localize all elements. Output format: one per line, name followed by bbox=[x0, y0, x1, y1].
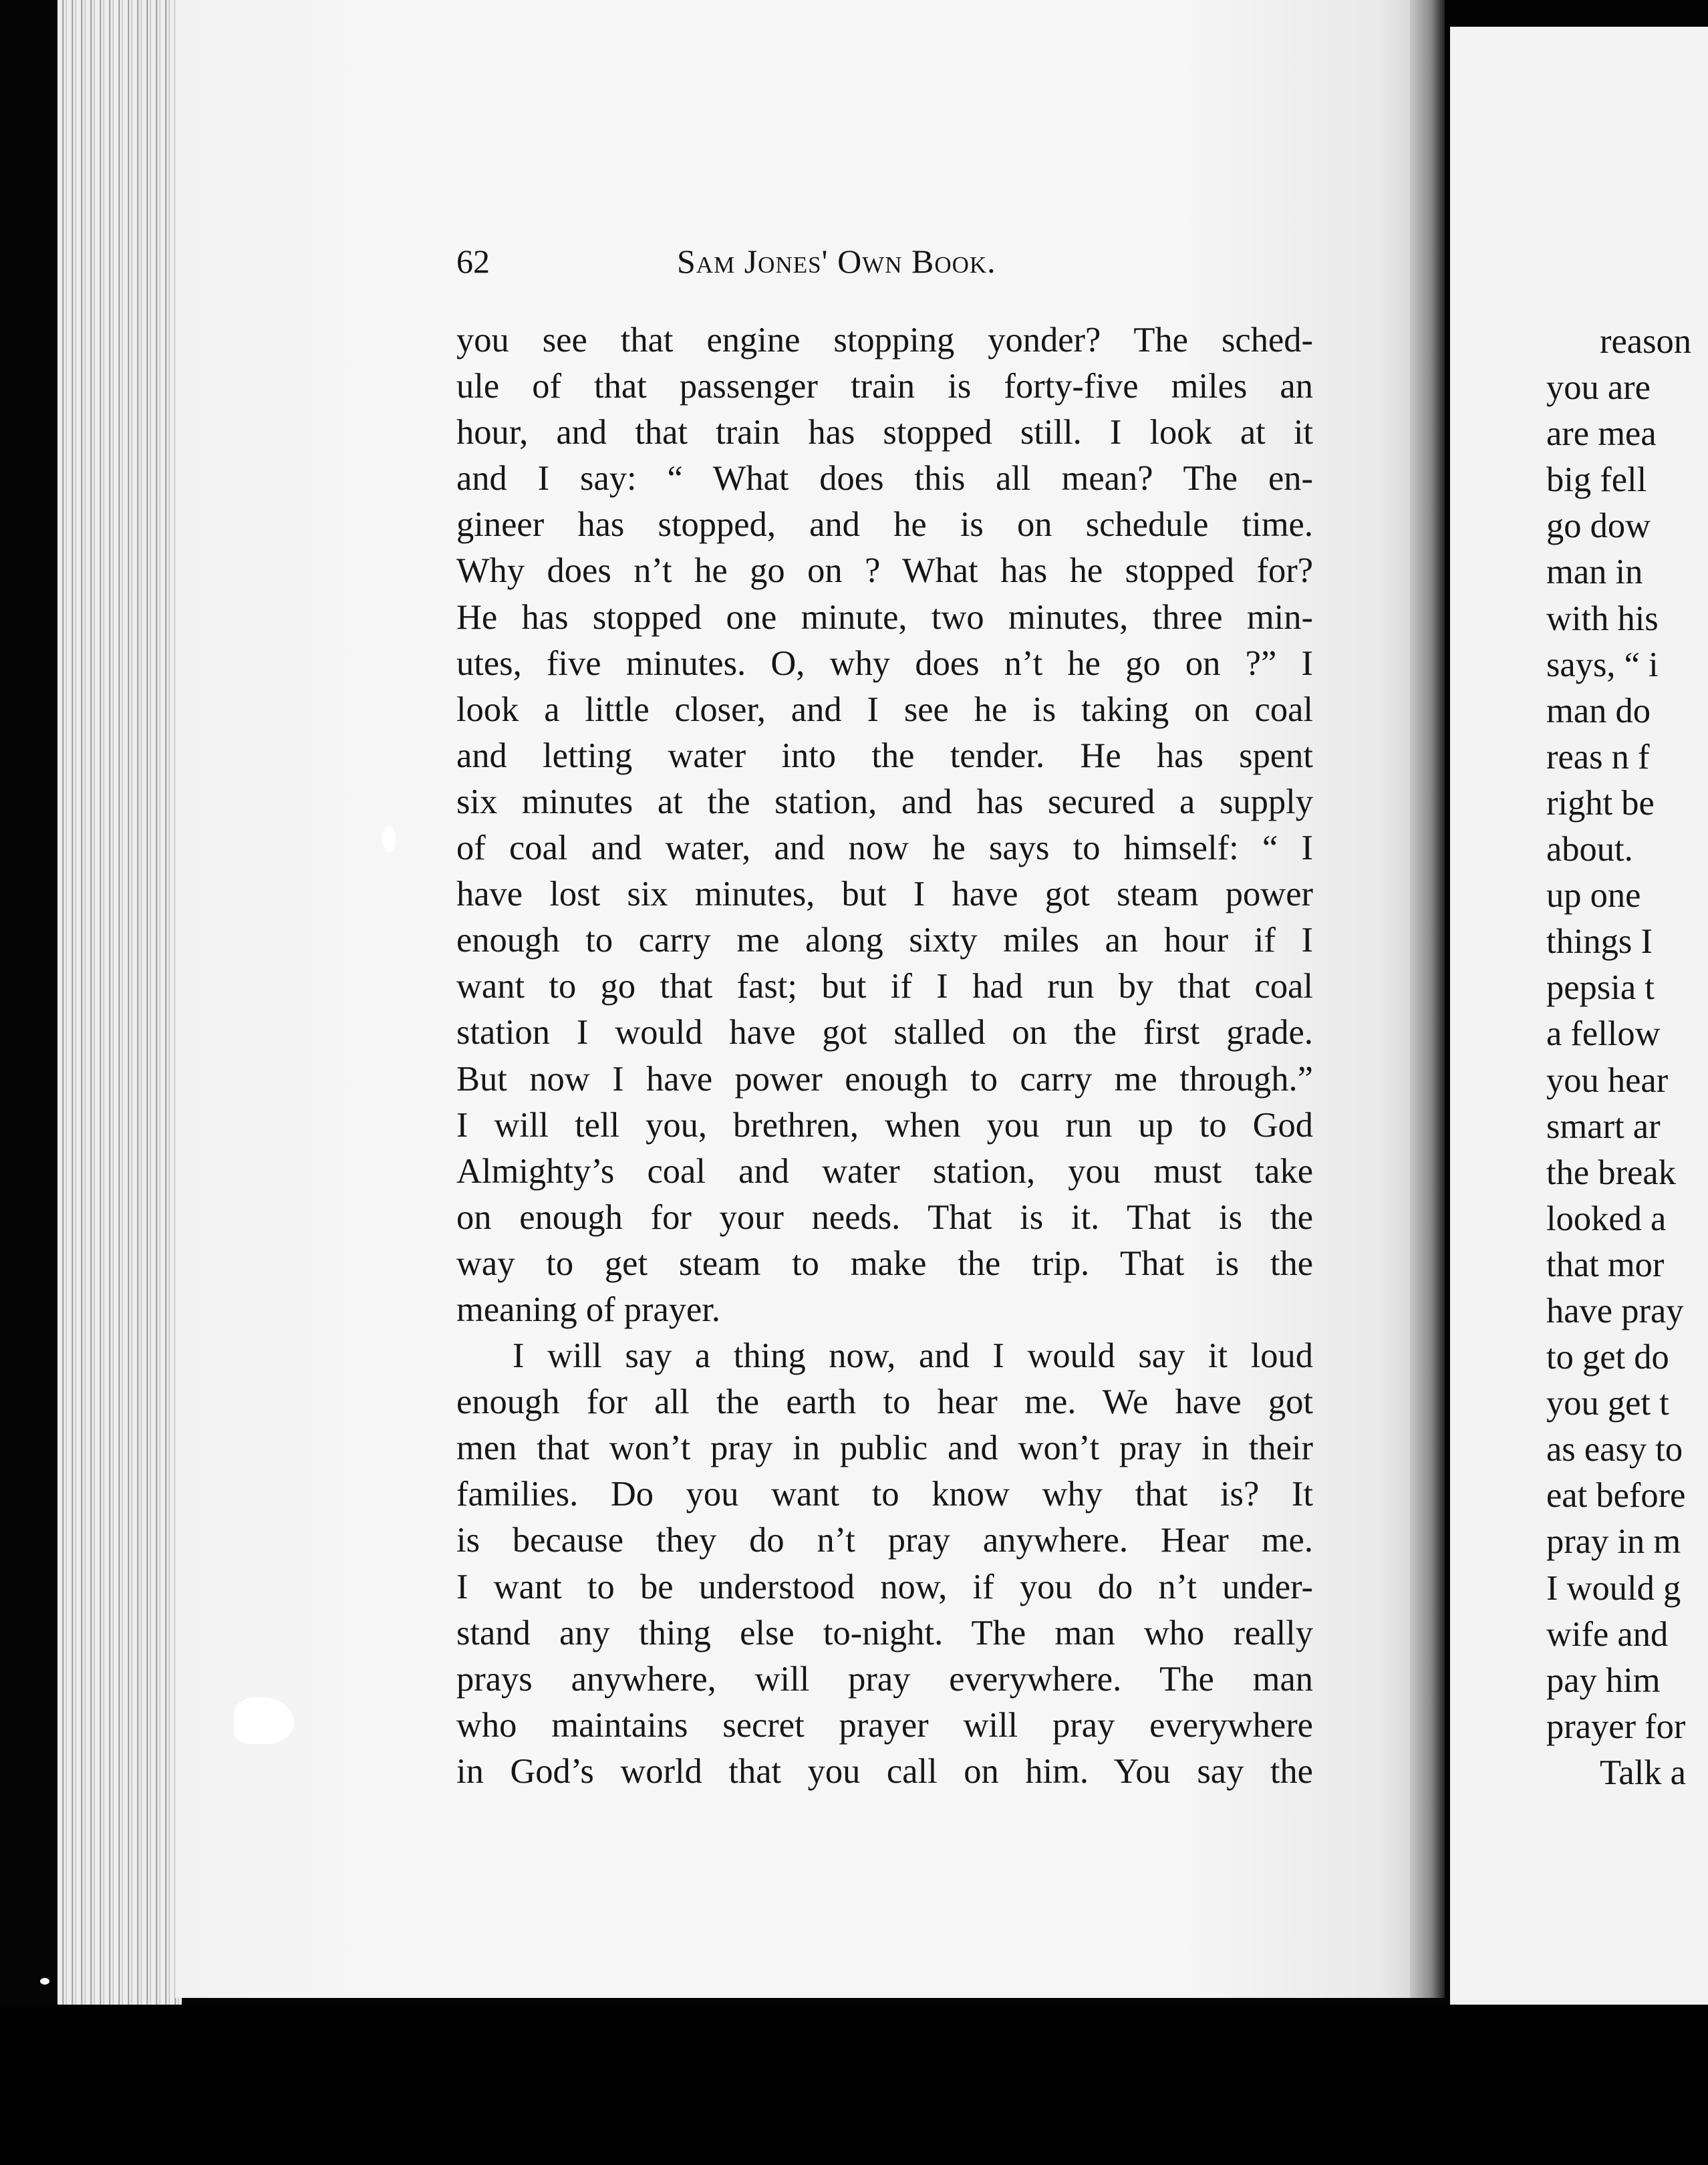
text-line: But now I have power enough to carry me through.” bbox=[456, 1059, 1313, 1099]
text-line: Almighty’s coal and water station, you must take bbox=[456, 1151, 1313, 1191]
text-line: up one bbox=[1546, 876, 1641, 915]
text-line: have pray bbox=[1546, 1291, 1684, 1330]
scan-speck bbox=[382, 825, 396, 852]
text-line: who maintains secret prayer will pray everywhere bbox=[456, 1705, 1313, 1745]
left-page-body bbox=[456, 317, 1313, 1795]
text-line: on enough for your needs. That is it. That is the bbox=[456, 1197, 1313, 1237]
text-line: families. Do you want to know why that is? It bbox=[456, 1475, 1313, 1514]
text-line: station I would have got stalled on the first grade. bbox=[456, 1013, 1313, 1052]
scan-speck bbox=[40, 1978, 49, 1985]
text-line: eat before bbox=[1546, 1476, 1686, 1516]
text-line: meaning of prayer. bbox=[456, 1290, 721, 1329]
text-line: wife and bbox=[1546, 1614, 1669, 1654]
text-line: enough for all the earth to hear me. We have got bbox=[456, 1383, 1313, 1422]
text-line: prayer for bbox=[1546, 1707, 1686, 1746]
scan-background-left bbox=[0, 0, 67, 2165]
text-line: hour, and that train has stopped still. I look at it bbox=[456, 413, 1313, 452]
text-line: man in bbox=[1546, 553, 1643, 592]
text-line: right be bbox=[1546, 783, 1655, 823]
text-line: says, “ i bbox=[1546, 645, 1659, 684]
text-line: pay him bbox=[1546, 1661, 1661, 1700]
text-line: men that won’t pray in public and won’t pray in their bbox=[456, 1429, 1313, 1468]
text-line: pepsia t bbox=[1546, 968, 1655, 1008]
text-line: enough to carry me along sixty miles an hour if I bbox=[456, 921, 1313, 960]
text-line: go dow bbox=[1546, 507, 1651, 546]
text-line: of coal and water, and now he says to himself: “ I bbox=[456, 829, 1313, 868]
text-line: I will say a thing now, and I would say it loud bbox=[513, 1336, 1313, 1376]
text-line: look a little closer, and I see he is taking on coal bbox=[456, 690, 1313, 729]
text-line: you hear bbox=[1546, 1060, 1669, 1100]
text-line: reas n f bbox=[1546, 737, 1650, 776]
text-line: things I bbox=[1546, 922, 1653, 962]
text-line: prays anywhere, will pray everywhere. The man bbox=[456, 1659, 1313, 1699]
text-line: you get t bbox=[1546, 1384, 1669, 1423]
text-line: big fell bbox=[1546, 460, 1647, 500]
text-line: want to go that fast; but if I had run by that coal bbox=[456, 967, 1313, 1006]
text-line: as easy to bbox=[1546, 1430, 1683, 1469]
text-line: way to get steam to make the trip. That is the bbox=[456, 1244, 1313, 1283]
book-gutter bbox=[1410, 0, 1445, 1998]
text-line: He has stopped one minute, two minutes, three min- bbox=[456, 597, 1313, 637]
text-line: the break bbox=[1546, 1153, 1676, 1192]
running-title: Sam Jones' Own Book. bbox=[677, 243, 996, 280]
text-line: Talk a bbox=[1600, 1753, 1686, 1792]
text-line: I would g bbox=[1546, 1568, 1681, 1608]
text-line: to get do bbox=[1546, 1338, 1669, 1377]
text-line: and I say: “ What does this all mean? The en- bbox=[456, 459, 1313, 498]
text-line: you are bbox=[1546, 368, 1651, 408]
right-page-body bbox=[1546, 319, 1708, 1796]
text-line: pray in m bbox=[1546, 1522, 1681, 1562]
text-line: six minutes at the station, and has secured a supply bbox=[456, 782, 1313, 821]
text-line: with his bbox=[1546, 599, 1659, 638]
text-line: have lost six minutes, but I have got steam power bbox=[456, 875, 1313, 914]
text-line: in God’s world that you call on him. You say the bbox=[456, 1751, 1313, 1791]
text-line: ule of that passenger train is forty-five miles an bbox=[456, 367, 1313, 406]
running-head bbox=[456, 242, 1312, 289]
text-line: and letting water into the tender. He has spent bbox=[456, 736, 1313, 775]
text-line: that mor bbox=[1546, 1245, 1665, 1284]
scan-background-bottom bbox=[0, 2005, 1708, 2165]
text-line: is because they do n’t pray anywhere. Hear me. bbox=[456, 1521, 1313, 1560]
text-line: are mea bbox=[1546, 414, 1657, 454]
text-line: reason bbox=[1600, 322, 1692, 361]
text-line: you see that engine stopping yonder? The sched- bbox=[456, 321, 1313, 359]
text-line: Why does n’t he go on ? What has he stopped for? bbox=[456, 551, 1313, 591]
text-line: looked a bbox=[1546, 1199, 1667, 1238]
text-line: a fellow bbox=[1546, 1014, 1661, 1054]
text-line: gineer has stopped, and he is on schedule time. bbox=[456, 505, 1313, 545]
text-line: smart ar bbox=[1546, 1107, 1661, 1146]
text-line: I want to be understood now, if you do n’t under- bbox=[456, 1567, 1313, 1606]
page-number: 62 bbox=[456, 243, 490, 280]
text-line: stand any thing else to-night. The man who really bbox=[456, 1613, 1313, 1652]
text-line: about. bbox=[1546, 830, 1633, 869]
text-line: I will tell you, brethren, when you run up to God bbox=[456, 1105, 1313, 1145]
text-line: man do bbox=[1546, 691, 1651, 730]
page-stack-edges bbox=[57, 0, 182, 2031]
text-line: utes, five minutes. O, why does n’t he go on ?” I bbox=[456, 643, 1313, 683]
